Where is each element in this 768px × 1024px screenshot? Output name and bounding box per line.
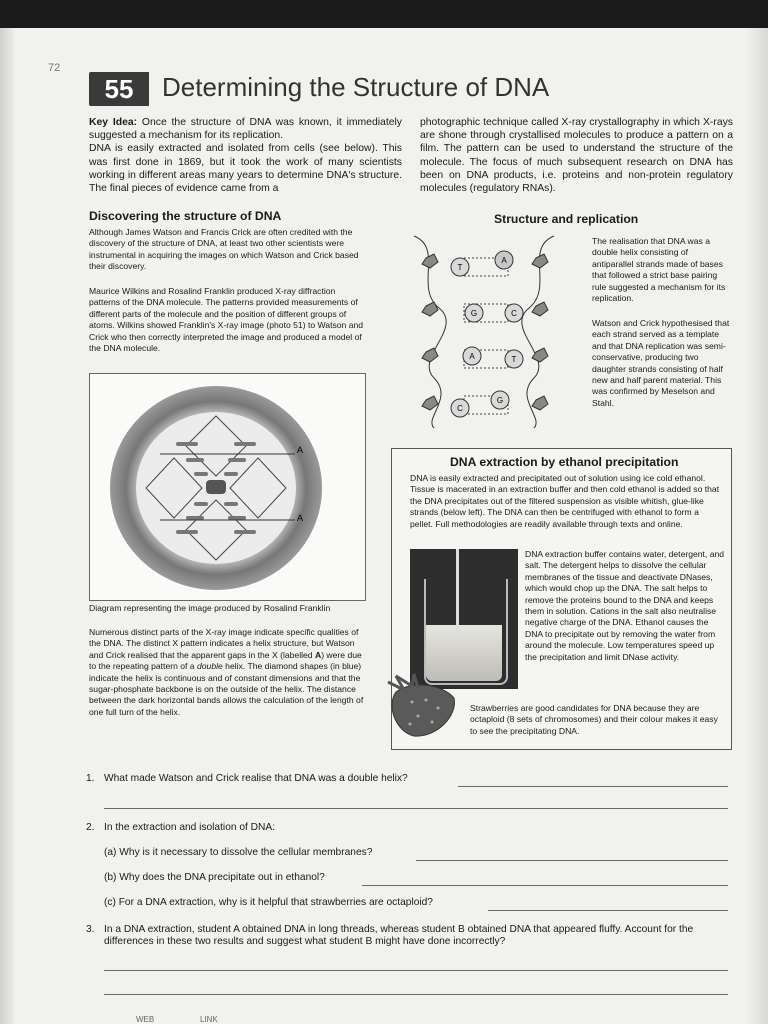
base-t-2: T bbox=[511, 355, 517, 364]
discovering-heading: Discovering the structure of DNA bbox=[89, 209, 282, 223]
q3-number: 3. bbox=[86, 924, 95, 935]
structure-p1: The realisation that DNA was a double helix consisting of antiparallel strands made of bases that followed a strict base pairing rule suggested a mechanism for its replication. bbox=[592, 236, 726, 304]
intro-text: DNA is easily extracted and isolated from cells (see below). This was first done in 1869, but it took the work of many scientists working in different areas many years to determine DNA's structure. The final pieces of evidence came from a bbox=[89, 143, 402, 195]
structure-heading: Structure and replication bbox=[494, 212, 639, 226]
q2a-text: (a) Why is it necessary to dissolve the cellular membranes? bbox=[104, 847, 373, 858]
q1-text: What made Watson and Crick realise that DNA was a double helix? bbox=[104, 773, 408, 784]
p3-text-c: helix. The diamond shapes (in blue) indicate the helix is continuous and of constant dimensions and that the sugar-phosphate backbone is on the outside of the helix. The distance between the dark horizontal bands allows the calculation of the length of one full turn of the helix. bbox=[89, 661, 364, 717]
p3-emphasis: double bbox=[196, 661, 223, 672]
dna-helix-diagram bbox=[404, 228, 589, 433]
q1-answer-line-2[interactable] bbox=[104, 808, 728, 809]
beaker-photo bbox=[410, 549, 518, 689]
base-c-1: C bbox=[511, 309, 517, 318]
footer-web: WEB bbox=[136, 1015, 155, 1024]
q3-text: In a DNA extraction, student A obtained DNA in long threads, whereas student B obtained DNA that appeared fluffy. Account for the differences in these two results and suggest what student B might have done incorrectly? bbox=[104, 924, 694, 947]
extraction-p1: DNA is easily extracted and precipitated out of solution using ice cold ethanol. Tissue is macerated in an extraction buffer and then cold ethanol is added so that the DNA precipitates out of the filtered suspension as visible whitish, glue-like strands (below left). The DNA can then be centrifuged with ethanol to form a pellet. Full methodologies are readily available through texts and online. bbox=[410, 473, 720, 529]
footer-link: LINK bbox=[200, 1015, 218, 1024]
page-title: Determining the Structure of DNA bbox=[162, 72, 550, 102]
p3-text-b: ) were due to the repeating pattern of a bbox=[89, 649, 362, 672]
key-idea-label: Key Idea: bbox=[89, 117, 138, 128]
q2-text: In the extraction and isolation of DNA: bbox=[104, 822, 276, 833]
page-edge bbox=[746, 28, 768, 1024]
q2c-text: (c) For a DNA extraction, why is it helpful that strawberries are octaploid? bbox=[104, 897, 433, 908]
discovering-p2: Maurice Wilkins and Rosalind Franklin produced X-ray diffraction patterns of the DNA molecule. The patterns provided measurements of different parts of the molecule and the position of different groups of atoms. Wilkins showed Franklin's X-ray image (photo 51) to Watson and Crick who then correctly interpreted the image and produced a model of the DNA molecule. bbox=[89, 286, 364, 354]
q1-number: 1. bbox=[86, 773, 95, 784]
xray-diffraction-diagram bbox=[90, 374, 365, 600]
base-t-1: T bbox=[457, 263, 463, 272]
q2-number: 2. bbox=[86, 822, 95, 833]
base-letters bbox=[457, 256, 517, 413]
book-spine bbox=[0, 28, 14, 1024]
q2c-answer-line[interactable] bbox=[488, 910, 728, 911]
extraction-p2: DNA extraction buffer contains water, detergent, and salt. The detergent helps to dissolve the cellular membranes of the tissue and deactivate DNases, which would chop up the DNA. The salt helps to remove the proteins bound to the DNA and keeps them in solution. Cations in the salt also neutralise negative charge of the DNA. Ethanol causes the DNA to precipitate out by removing the water from around the molecule. Low temperatures speed up the precipitation and limit DNase activity. bbox=[525, 549, 725, 662]
base-pair-bonds bbox=[464, 258, 508, 414]
activity-number-badge: 55 bbox=[89, 72, 149, 106]
base-c-2: C bbox=[457, 404, 463, 413]
extraction-heading: DNA extraction by ethanol precipitation bbox=[450, 455, 679, 469]
base-pentagons bbox=[451, 251, 523, 417]
intro-right: photographic technique called X-ray crystallography in which X-rays are shone through crystallised molecules to produce a pattern on a film. The pattern can be used to understand the structure of the molecule. The focus of much subsequent research on DNA has been on DNA products, i.e. proteins and non-protein regulatory molecules (regulatory RNAs). bbox=[420, 117, 733, 195]
dna-diagram bbox=[404, 228, 589, 433]
q2a-answer-line[interactable] bbox=[416, 860, 728, 861]
figure-caption: Diagram representing the image produced by Rosalind Franklin bbox=[89, 603, 331, 613]
base-a-1: A bbox=[501, 256, 507, 265]
glass-rod bbox=[456, 549, 459, 639]
q2b-text: (b) Why does the DNA precipitate out in ethanol? bbox=[104, 872, 325, 883]
page-number: 72 bbox=[48, 62, 61, 74]
label-a-top: A bbox=[297, 445, 304, 455]
xray-figure bbox=[89, 373, 366, 601]
q3-answer-line-2[interactable] bbox=[104, 994, 728, 995]
key-idea-text: Once the structure of DNA was known, it immediately suggested a mechanism for its replication. bbox=[89, 117, 402, 142]
base-a-2: A bbox=[469, 352, 475, 361]
p3-text-a: Numerous distinct parts of the X-ray image indicate specific qualities of the DNA. The distinct X pattern indicates a helix structure, but Watson and Crick realised that the apparent gaps in the X (labelled bbox=[89, 627, 359, 660]
q2b-answer-line[interactable] bbox=[362, 885, 728, 886]
structure-p2: Watson and Crick hypothesised that each strand served as a template and that DNA replication was semi-conservative, producing two daughter strands consisting of half new and half parent material. This was confirmed by Meselson and Stahl. bbox=[592, 318, 730, 408]
base-g-1: G bbox=[470, 309, 478, 318]
phosphates bbox=[422, 254, 548, 410]
extraction-p3: Strawberries are good candidates for DNA because they are octaploid (8 sets of chromosomes) and their colour makes it easy to see the precipitating DNA. bbox=[470, 703, 718, 736]
strawberry-image bbox=[382, 672, 462, 742]
discovering-p1: Although James Watson and Francis Crick are often credited with the discovery of the structure of DNA, at least two other scientists were instrumental in acquiring the images on which Watson and Crick based their discovery. bbox=[89, 227, 359, 272]
strawberry-icon bbox=[382, 672, 462, 742]
intro-left bbox=[89, 116, 402, 195]
q3-answer-line-1[interactable] bbox=[104, 970, 728, 971]
label-a-bottom: A bbox=[297, 513, 304, 523]
base-g-2: G bbox=[496, 396, 504, 405]
p3-label-a: A bbox=[314, 649, 322, 660]
discovering-p3 bbox=[89, 627, 364, 718]
q1-answer-line-1[interactable] bbox=[458, 786, 728, 787]
